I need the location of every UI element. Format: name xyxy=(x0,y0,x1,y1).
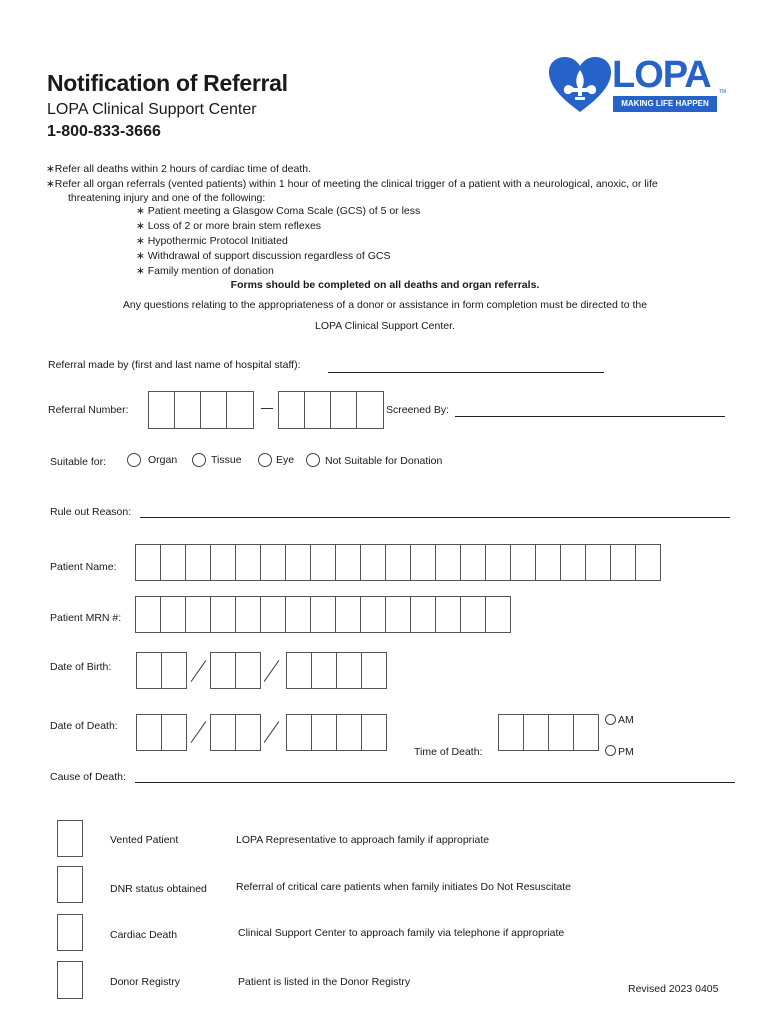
dob-year-box[interactable] xyxy=(361,652,387,689)
patient-mrn-label: Patient MRN #: xyxy=(50,612,122,624)
radio-eye[interactable] xyxy=(258,453,272,467)
phone-number: 1-800-833-3666 xyxy=(47,123,161,140)
dob-month-box[interactable] xyxy=(161,652,187,689)
patient-name-box[interactable] xyxy=(435,544,461,581)
referral-number-box[interactable] xyxy=(200,391,227,429)
patient-mrn-box[interactable] xyxy=(460,596,486,633)
time-box[interactable] xyxy=(573,714,599,751)
checklist-desc: Patient is listed in the Donor Registry xyxy=(238,976,411,988)
patient-name-box[interactable] xyxy=(560,544,586,581)
checklist-label: Cardiac Death xyxy=(110,929,178,941)
patient-name-box[interactable] xyxy=(285,544,311,581)
criteria-bullet: ∗ Loss of 2 or more brain stem reflexes xyxy=(136,220,322,232)
criteria-bullet: ∗ Family mention of donation xyxy=(136,265,274,277)
cause-of-death-label: Cause of Death: xyxy=(50,771,126,783)
dob-year-box[interactable] xyxy=(286,652,312,689)
radio-not-suitable[interactable] xyxy=(306,453,320,467)
checklist-label: DNR status obtained xyxy=(110,883,207,895)
radio-pm[interactable] xyxy=(605,745,616,756)
referral-made-by-label: Referral made by (first and last name of hospital staff): xyxy=(48,359,301,371)
criteria-bullet: ∗ Hypothermic Protocol Initiated xyxy=(136,235,288,247)
patient-name-box[interactable] xyxy=(310,544,336,581)
rule-out-reason-label: Rule out Reason: xyxy=(50,506,132,518)
dod-month-box[interactable] xyxy=(136,714,162,751)
patient-mrn-box[interactable] xyxy=(285,596,311,633)
patient-name-box[interactable] xyxy=(185,544,211,581)
checklist-desc: Referral of critical care patients when family initiates Do Not Resuscitate xyxy=(236,881,571,893)
bold-note: Forms should be completed on all deaths and organ referrals. xyxy=(230,279,540,291)
dob-day-box[interactable] xyxy=(210,652,236,689)
checklist-label: Donor Registry xyxy=(110,976,181,988)
checklist-label: Vented Patient xyxy=(110,834,179,846)
radio-organ-label: Organ xyxy=(148,454,178,466)
donor-registry-checkbox[interactable] xyxy=(57,961,83,999)
patient-name-box[interactable] xyxy=(210,544,236,581)
dob-day-box[interactable] xyxy=(235,652,261,689)
patient-name-box[interactable] xyxy=(535,544,561,581)
dod-day-box[interactable] xyxy=(210,714,236,751)
criteria-bullet: ∗ Patient meeting a Glasgow Coma Scale (GCS) of 5 or less xyxy=(136,205,421,217)
patient-name-box[interactable] xyxy=(610,544,636,581)
referral-number-box[interactable] xyxy=(304,391,331,429)
logo-wordmark: LOPA xyxy=(612,54,711,96)
date-slash xyxy=(264,660,280,682)
dob-year-box[interactable] xyxy=(311,652,337,689)
patient-mrn-box[interactable] xyxy=(185,596,211,633)
radio-am[interactable] xyxy=(605,714,616,725)
referral-made-by-field[interactable] xyxy=(328,372,604,373)
referral-number-box[interactable] xyxy=(226,391,254,429)
patient-name-box[interactable] xyxy=(510,544,536,581)
logo-tm: TM xyxy=(719,89,727,95)
instruction-line-2: ∗Refer all organ referrals (vented patients) within 1 hour of meeting the clinical trigger of a patient with a neurological, anoxic, or life xyxy=(46,178,658,190)
date-slash xyxy=(191,721,207,743)
referral-number-label: Referral Number: xyxy=(48,404,129,416)
patient-mrn-box[interactable] xyxy=(210,596,236,633)
patient-mrn-box[interactable] xyxy=(260,596,286,633)
patient-name-box[interactable] xyxy=(260,544,286,581)
instruction-line-1: ∗Refer all deaths within 2 hours of cardiac time of death. xyxy=(46,163,312,175)
dod-day-box[interactable] xyxy=(235,714,261,751)
referral-number-box[interactable] xyxy=(174,391,201,429)
patient-mrn-box[interactable] xyxy=(385,596,411,633)
referral-number-dash xyxy=(261,408,273,409)
patient-name-box[interactable] xyxy=(460,544,486,581)
org-name: LOPA Clinical Support Center xyxy=(47,101,257,118)
patient-mrn-box[interactable] xyxy=(435,596,461,633)
heart-fleur-icon xyxy=(548,56,612,114)
instruction-line-2b: threatening injury and one of the following: xyxy=(68,192,266,204)
dob-month-box[interactable] xyxy=(136,652,162,689)
revised-date: Revised 2023 0405 xyxy=(628,983,719,995)
referral-number-box[interactable] xyxy=(148,391,175,429)
patient-mrn-box[interactable] xyxy=(360,596,386,633)
criteria-bullet: ∗ Withdrawal of support discussion regardless of GCS xyxy=(136,250,391,262)
patient-name-box[interactable] xyxy=(585,544,611,581)
patient-mrn-box[interactable] xyxy=(135,596,161,633)
patient-name-box[interactable] xyxy=(635,544,661,581)
patient-name-box[interactable] xyxy=(235,544,261,581)
referral-number-box[interactable] xyxy=(278,391,305,429)
referral-number-box[interactable] xyxy=(330,391,357,429)
date-of-death-label: Date of Death: xyxy=(50,720,118,732)
checklist-desc: LOPA Representative to approach family if appropriate xyxy=(236,834,490,846)
radio-organ[interactable] xyxy=(127,453,141,467)
page-title: Notification of Referral xyxy=(47,70,288,96)
patient-name-box[interactable] xyxy=(335,544,361,581)
dod-month-box[interactable] xyxy=(161,714,187,751)
checklist-desc: Clinical Support Center to approach family via telephone if appropriate xyxy=(238,927,565,939)
patient-name-box[interactable] xyxy=(485,544,511,581)
dod-year-box[interactable] xyxy=(311,714,337,751)
patient-name-box[interactable] xyxy=(135,544,161,581)
screened-by-field[interactable] xyxy=(455,416,725,417)
time-box[interactable] xyxy=(498,714,524,751)
questions-note-2: LOPA Clinical Support Center. xyxy=(315,320,455,332)
time-of-death-label: Time of Death: xyxy=(414,746,483,758)
questions-note-1: Any questions relating to the appropriateness of a donor or assistance in form completion must be directed to the xyxy=(122,299,648,311)
date-slash xyxy=(191,660,207,682)
suitable-for-label: Suitable for: xyxy=(50,456,107,468)
patient-name-box[interactable] xyxy=(360,544,386,581)
dnr-status-checkbox[interactable] xyxy=(57,866,83,903)
patient-name-box[interactable] xyxy=(160,544,186,581)
lopa-logo xyxy=(548,56,730,116)
time-box[interactable] xyxy=(523,714,549,751)
patient-mrn-box[interactable] xyxy=(335,596,361,633)
vented-patient-checkbox[interactable] xyxy=(57,820,83,857)
radio-not-suitable-label: Not Suitable for Donation xyxy=(325,455,443,467)
referral-number-box[interactable] xyxy=(356,391,384,429)
patient-mrn-box[interactable] xyxy=(310,596,336,633)
patient-mrn-box[interactable] xyxy=(235,596,261,633)
patient-mrn-box[interactable] xyxy=(160,596,186,633)
logo-tagline: MAKING LIFE HAPPEN xyxy=(613,96,717,112)
date-slash xyxy=(264,721,280,743)
dob-year-box[interactable] xyxy=(336,652,362,689)
cause-of-death-field[interactable] xyxy=(135,782,735,783)
patient-name-box[interactable] xyxy=(410,544,436,581)
date-of-birth-label: Date of Birth: xyxy=(50,661,112,673)
radio-eye-label: Eye xyxy=(276,454,295,466)
patient-name-label: Patient Name: xyxy=(50,561,117,573)
patient-mrn-box[interactable] xyxy=(485,596,511,633)
radio-pm-label: PM xyxy=(618,746,634,758)
dod-year-box[interactable] xyxy=(286,714,312,751)
rule-out-reason-field[interactable] xyxy=(140,517,730,518)
radio-am-label: AM xyxy=(618,714,634,726)
radio-tissue-label: Tissue xyxy=(211,454,242,466)
cardiac-death-checkbox[interactable] xyxy=(57,914,83,951)
dod-year-box[interactable] xyxy=(336,714,362,751)
dod-year-box[interactable] xyxy=(361,714,387,751)
screened-by-label: Screened By: xyxy=(386,404,450,416)
radio-tissue[interactable] xyxy=(192,453,206,467)
patient-name-box[interactable] xyxy=(385,544,411,581)
patient-mrn-box[interactable] xyxy=(410,596,436,633)
time-box[interactable] xyxy=(548,714,574,751)
